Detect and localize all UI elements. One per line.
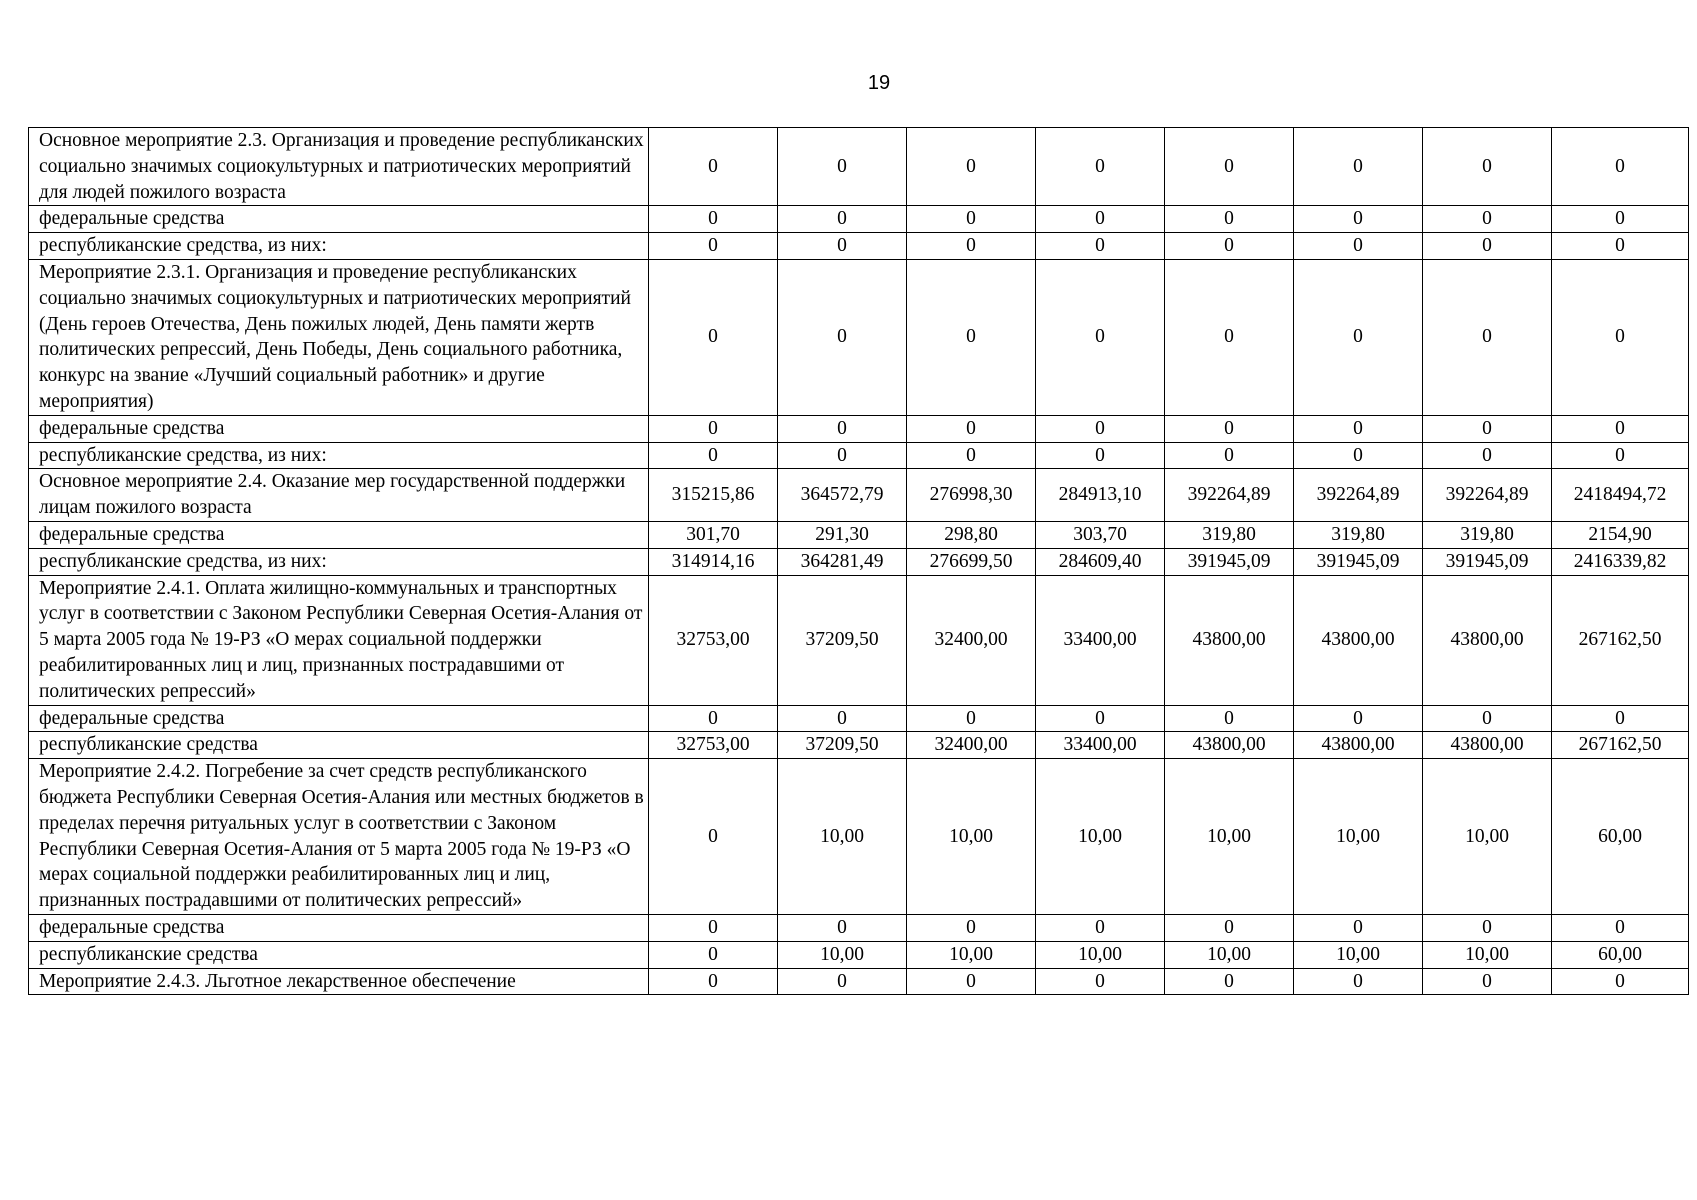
table-row [29,469,1689,522]
value-cell: 60,00 [1552,759,1689,915]
value-cell: 0 [778,442,907,469]
table-row [29,206,1689,233]
value-cell: 32753,00 [649,575,778,705]
value-cell: 267162,50 [1552,575,1689,705]
table-row [29,914,1689,941]
row-label: республиканские средства [29,732,649,759]
value-cell: 10,00 [1294,941,1423,968]
value-cell: 32400,00 [907,575,1036,705]
value-cell: 43800,00 [1294,575,1423,705]
value-cell: 43800,00 [1165,732,1294,759]
value-cell: 0 [1165,128,1294,206]
value-cell: 0 [1165,914,1294,941]
value-cell: 10,00 [1294,759,1423,915]
row-label: федеральные средства [29,206,649,233]
value-cell: 0 [1036,128,1165,206]
row-label: Мероприятие 2.4.1. Оплата жилищно-коммунальных и транспортных услуг в соответствии с Законом Республики Северная Осетия-Алания от 5 марта 2005 года № 19-РЗ «О мерах социальной поддержки реабилитированных лиц и лиц, признанных пострадавшими от политических репрессий» [29,575,649,705]
value-cell: 32400,00 [907,732,1036,759]
value-cell: 0 [907,233,1036,260]
value-cell: 0 [649,259,778,415]
value-cell: 319,80 [1423,521,1552,548]
value-cell: 319,80 [1165,521,1294,548]
table-row [29,759,1689,915]
value-cell: 0 [1036,705,1165,732]
value-cell: 0 [1294,705,1423,732]
value-cell: 0 [649,415,778,442]
row-label: Мероприятие 2.4.2. Погребение за счет средств республиканского бюджета Республики Северная Осетия-Алания или местных бюджетов в пределах перечня ритуальных услуг в соответствии с Законом Республики Северная Осетия-Алания от 5 марта 2005 года № 19-РЗ «О мерах социальной поддержки реабилитированных лиц и лиц, признанных пострадавшими от политических репрессий» [29,759,649,915]
value-cell: 0 [1423,259,1552,415]
value-cell: 0 [1294,914,1423,941]
value-cell: 2416339,82 [1552,548,1689,575]
value-cell: 0 [907,914,1036,941]
table-row [29,128,1689,206]
value-cell: 0 [649,233,778,260]
value-cell: 392264,89 [1294,469,1423,522]
value-cell: 0 [1423,705,1552,732]
value-cell: 43800,00 [1165,575,1294,705]
value-cell: 32753,00 [649,732,778,759]
value-cell: 392264,89 [1165,469,1294,522]
value-cell: 315215,86 [649,469,778,522]
row-label: федеральные средства [29,914,649,941]
value-cell: 267162,50 [1552,732,1689,759]
table-row [29,259,1689,415]
table-row [29,521,1689,548]
row-label: Основное мероприятие 2.4. Оказание мер государственной поддержки лицам пожилого возраста [29,469,649,522]
value-cell: 0 [1294,128,1423,206]
value-cell: 0 [778,233,907,260]
value-cell: 33400,00 [1036,575,1165,705]
row-label: Мероприятие 2.4.3. Льготное лекарственное обеспечение [29,968,649,995]
value-cell: 0 [778,914,907,941]
value-cell: 0 [1036,415,1165,442]
value-cell: 0 [907,968,1036,995]
value-cell: 0 [1036,206,1165,233]
value-cell: 0 [649,705,778,732]
value-cell: 0 [778,128,907,206]
value-cell: 0 [1165,705,1294,732]
value-cell: 0 [1423,128,1552,206]
value-cell: 0 [649,442,778,469]
value-cell: 0 [907,705,1036,732]
value-cell: 10,00 [1165,759,1294,915]
value-cell: 319,80 [1294,521,1423,548]
value-cell: 284609,40 [1036,548,1165,575]
value-cell: 276699,50 [907,548,1036,575]
value-cell: 0 [1552,705,1689,732]
row-label: Мероприятие 2.3.1. Организация и проведение республиканских социально значимых социокультурных и патриотических мероприятий (День героев Отечества, День пожилых людей, День памяти жертв политических репрессий, День Победы, День социального работника, конкурс на звание «Лучший социальный работник» и другие мероприятия) [29,259,649,415]
value-cell: 0 [1294,415,1423,442]
value-cell: 391945,09 [1294,548,1423,575]
value-cell: 10,00 [778,941,907,968]
value-cell: 0 [649,968,778,995]
value-cell: 0 [907,259,1036,415]
value-cell: 37209,50 [778,732,907,759]
table-row [29,941,1689,968]
value-cell: 0 [907,415,1036,442]
value-cell: 0 [1294,206,1423,233]
value-cell: 0 [1165,259,1294,415]
value-cell: 0 [1036,442,1165,469]
value-cell: 43800,00 [1423,575,1552,705]
table-row [29,415,1689,442]
value-cell: 0 [778,415,907,442]
value-cell: 0 [778,705,907,732]
table-row [29,732,1689,759]
row-label: федеральные средства [29,521,649,548]
value-cell: 43800,00 [1423,732,1552,759]
value-cell: 10,00 [907,941,1036,968]
row-label: федеральные средства [29,415,649,442]
value-cell: 0 [778,259,907,415]
value-cell: 60,00 [1552,941,1689,968]
value-cell: 10,00 [1423,941,1552,968]
row-label: республиканские средства, из них: [29,548,649,575]
value-cell: 0 [1423,415,1552,442]
value-cell: 0 [1552,442,1689,469]
value-cell: 0 [649,759,778,915]
value-cell: 0 [1036,914,1165,941]
value-cell: 301,70 [649,521,778,548]
value-cell: 0 [1552,968,1689,995]
value-cell: 391945,09 [1423,548,1552,575]
row-label: республиканские средства, из них: [29,442,649,469]
value-cell: 10,00 [1165,941,1294,968]
value-cell: 391945,09 [1165,548,1294,575]
value-cell: 364572,79 [778,469,907,522]
value-cell: 364281,49 [778,548,907,575]
value-cell: 10,00 [1036,941,1165,968]
value-cell: 0 [1165,233,1294,260]
table-row [29,233,1689,260]
value-cell: 0 [778,968,907,995]
value-cell: 0 [1552,233,1689,260]
value-cell: 0 [1165,415,1294,442]
value-cell: 37209,50 [778,575,907,705]
value-cell: 0 [1036,259,1165,415]
value-cell: 10,00 [778,759,907,915]
table-row [29,548,1689,575]
value-cell: 10,00 [907,759,1036,915]
value-cell: 0 [1552,415,1689,442]
value-cell: 33400,00 [1036,732,1165,759]
row-label: Основное мероприятие 2.3. Организация и проведение республиканских социально значимых социокультурных и патриотических мероприятий для людей пожилого возраста [29,128,649,206]
value-cell: 0 [1036,233,1165,260]
value-cell: 0 [1036,968,1165,995]
value-cell: 0 [1423,206,1552,233]
table-row [29,705,1689,732]
row-label: республиканские средства, из них: [29,233,649,260]
budget-table [28,127,1689,995]
row-label: республиканские средства [29,941,649,968]
page-number: 19 [867,72,891,94]
value-cell: 2418494,72 [1552,469,1689,522]
value-cell: 284913,10 [1036,469,1165,522]
table-row [29,442,1689,469]
value-cell: 0 [907,206,1036,233]
value-cell: 0 [1552,259,1689,415]
value-cell: 43800,00 [1294,732,1423,759]
value-cell: 303,70 [1036,521,1165,548]
value-cell: 0 [1165,206,1294,233]
value-cell: 0 [907,128,1036,206]
value-cell: 0 [649,128,778,206]
value-cell: 0 [1294,968,1423,995]
value-cell: 0 [1165,968,1294,995]
table-row [29,968,1689,995]
value-cell: 0 [1552,128,1689,206]
value-cell: 0 [778,206,907,233]
value-cell: 291,30 [778,521,907,548]
value-cell: 0 [1552,206,1689,233]
value-cell: 298,80 [907,521,1036,548]
table-row [29,575,1689,705]
value-cell: 276998,30 [907,469,1036,522]
value-cell: 0 [649,914,778,941]
table-body [29,128,1689,995]
value-cell: 0 [1294,233,1423,260]
value-cell: 0 [649,941,778,968]
value-cell: 10,00 [1036,759,1165,915]
value-cell: 0 [649,206,778,233]
value-cell: 0 [1423,914,1552,941]
value-cell: 0 [1552,914,1689,941]
value-cell: 0 [1423,968,1552,995]
value-cell: 392264,89 [1423,469,1552,522]
value-cell: 0 [1165,442,1294,469]
value-cell: 314914,16 [649,548,778,575]
value-cell: 2154,90 [1552,521,1689,548]
value-cell: 0 [1423,233,1552,260]
value-cell: 0 [907,442,1036,469]
value-cell: 10,00 [1423,759,1552,915]
value-cell: 0 [1294,259,1423,415]
row-label: федеральные средства [29,705,649,732]
value-cell: 0 [1423,442,1552,469]
value-cell: 0 [1294,442,1423,469]
